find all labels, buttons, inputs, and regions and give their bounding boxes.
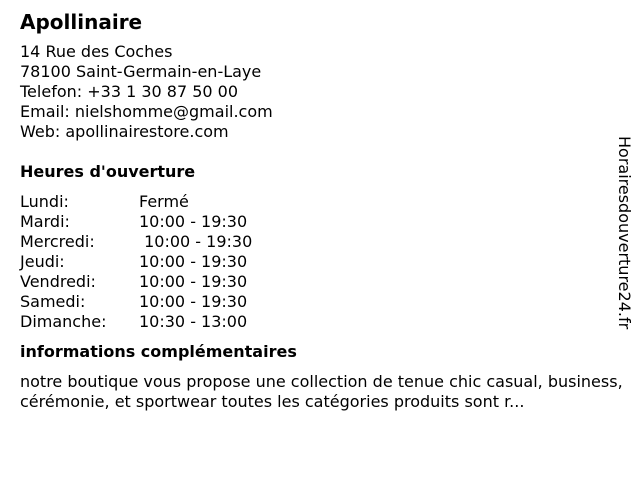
info-description: notre boutique vous propose une collection de tenue chic casual, business, cérémonie, et sportwear toutes les catégories produits sont r...: [20, 372, 623, 411]
hours-row-saturday: [20, 292, 626, 312]
hours-heading: Heures d'ouverture: [20, 162, 196, 181]
hours-row-monday: [20, 192, 626, 212]
watermark-text: Horairesdouverture24.fr: [615, 136, 634, 330]
hours-row-friday: [20, 272, 626, 292]
day-label: Mercredi:: [20, 232, 95, 251]
address-city: 78100 Saint-Germain-en-Laye: [20, 62, 262, 81]
day-hours: 10:00 - 19:30: [139, 252, 248, 271]
address-block: [20, 42, 626, 142]
hours-row-thursday: [20, 252, 626, 272]
info-heading: informations complémentaires: [20, 342, 297, 361]
day-hours: 10:30 - 13:00: [139, 312, 248, 331]
hours-row-sunday: [20, 312, 626, 332]
phone-line: Telefon: +33 1 30 87 50 00: [20, 82, 239, 101]
address-street: 14 Rue des Coches: [20, 42, 173, 61]
web-line: Web: apollinairestore.com: [20, 122, 229, 141]
day-hours: 10:00 - 19:30: [139, 212, 248, 231]
day-label: Lundi:: [20, 192, 69, 211]
day-label: Samedi:: [20, 292, 86, 311]
hours-row-tuesday: [20, 212, 626, 232]
day-label: Vendredi:: [20, 272, 96, 291]
store-name: Apollinaire: [20, 10, 143, 34]
day-hours: 10:00 - 19:30: [139, 232, 253, 251]
day-hours: 10:00 - 19:30: [139, 272, 248, 291]
day-hours: 10:00 - 19:30: [139, 292, 248, 311]
day-label: Dimanche:: [20, 312, 107, 331]
hours-row-wednesday: [20, 232, 626, 252]
hours-table: [20, 192, 626, 332]
day-hours: Fermé: [139, 192, 189, 211]
store-card: [20, 10, 626, 412]
day-label: Jeudi:: [20, 252, 65, 271]
day-label: Mardi:: [20, 212, 70, 231]
email-line: Email: nielshomme@gmail.com: [20, 102, 273, 121]
